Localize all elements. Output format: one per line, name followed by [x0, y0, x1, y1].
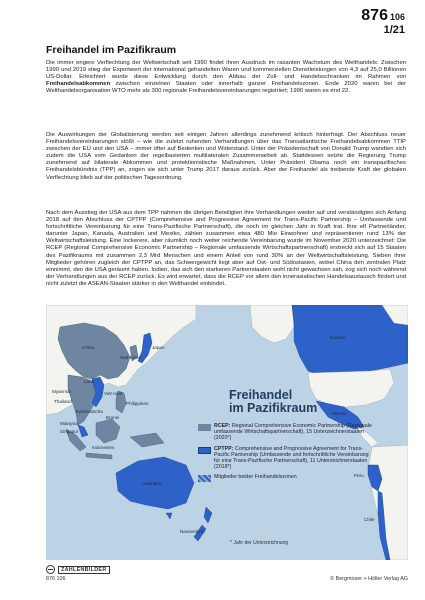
label-kambodscha: Kambodscha [76, 409, 103, 414]
map-title-line-1: Freihandel [229, 388, 293, 402]
land-nz-north [204, 507, 212, 523]
legend-both [198, 474, 373, 480]
label-malaysia: Malaysia [60, 421, 79, 426]
sheet-number [361, 8, 405, 36]
map-legend [198, 423, 373, 485]
paragraph-1: Die immer engere Verflechtung der Weltwirtschaft seit 1990 findet ihren Ausdruck im rasanten Wachstum des Welthandels: Zwischen 1990 und 2019 stieg der Exportwert der international gehandelten Waren und kommerziellen Dienstleistungen von 4,3 auf 25,0 Billionen US-Dollar. Erleichtert wurde diese Entwicklung durch den Abbau der Zoll- und Handelsschranken im Rahmen von Freihandelsabkommen zwischen einzelnen Staaten oder innerhalb ganzer Freihandelszonen. Ende 2020 waren bei der Welthandelsorganisation WTO mehr als 300 regionale Freihandelsvereinbarungen registriert; 1990 waren es erst 22. [46, 60, 406, 95]
legend-swatch-both [198, 475, 211, 482]
label-neuseeland: Neuseeland [180, 529, 205, 534]
copyright-notice: © Bergmoser + Höller Verlag AG [330, 576, 408, 582]
land-java [86, 453, 112, 459]
map-footnote: * Jahr der Unterzeichnung [230, 540, 289, 546]
land-borneo [96, 419, 120, 443]
label-japan: Japan [152, 345, 165, 350]
label-brunei: Brunei [106, 415, 120, 420]
label-myanmar: Myanmar [52, 389, 72, 394]
issue-number: 1/21 [383, 23, 405, 36]
keyword-freihandelsabkommen: Freihandelsabkommen [46, 81, 111, 88]
label-australien: Australien [142, 481, 163, 486]
legend-swatch-rcep [198, 424, 211, 431]
page-title: Freihandel im Pazifikraum [46, 44, 177, 56]
land-south-america [368, 445, 408, 560]
label-indonesien: Indonesien [92, 445, 115, 450]
label-philippinen: Philippinen [126, 401, 149, 406]
label-thailand: Thailand [54, 399, 72, 404]
land-papua [130, 433, 164, 447]
publisher-brand-name: ZAHLENBILDER [58, 566, 110, 574]
label-laos: Laos [84, 379, 94, 384]
land-tasmania [166, 513, 172, 519]
legend-cptpp [198, 446, 373, 471]
label-mexiko: Mexiko [332, 411, 347, 416]
label-kanada: Kanada [330, 335, 346, 340]
legend-rcep [198, 423, 373, 442]
label-peru: Peru [354, 473, 364, 478]
map-title [229, 389, 317, 415]
label-vietnam: Viet-nam [104, 391, 123, 396]
legend-rcep-text: Regional Comprehensive Economic Partnership (Regionale umfassende Wirtschaftspartnerschaft), 15 Unterzeichnerstaaten (2020*) [214, 423, 372, 442]
legend-swatch-cptpp [198, 447, 211, 454]
legend-both-text: Mitglieder beider Freihandelszonen [214, 474, 297, 481]
publisher-brand [46, 565, 110, 574]
footer-sheet-ref: 876 106 [46, 576, 66, 582]
label-china: China [82, 345, 95, 350]
land-alaska [250, 305, 294, 343]
label-chile: Chile [364, 517, 375, 522]
publisher-logo-icon [46, 565, 55, 574]
land-malaysia [78, 425, 88, 437]
pacific-map [46, 305, 408, 560]
paragraph-3: Nach dem Ausstieg der USA aus dem TPP nahmen die übrigen Beteiligten ihre Verhandlungen wieder auf und verständigten sich Anfang 2018 auf den Abschluss der CPTPP (Comprehensive and Progressive Agreement for Trans-Pacific Partnership – Umfassende und fortschrittliche Vereinbarung für eine Trans-Pazifische Partnerschaft), die noch im gleichen Jahr in Kraft trat. Ihre elf Partnerländer, darunter Japan, Kanada, Australien und Mexiko, zählen zusammen etwa 480 Mio Einwohner und repräsentieren rund 13% der Weltwirtschaftsleistung. Eine lockerere, aber räumlich noch weiter reichende Vereinbarung wurde im November 2020 unterzeichnet: Die RCEP (Regional Comprehensive Economic Partnership – Regionale umfassende Wirtschaftspartnerschaft) erstreckt sich auf 15 Staaten des Pazifikraums mit zusammen 2,3 Mrd Menschen und einem Anteil von rund 30% an der Weltwirtschaftsleistung. Sieben ihrer Mitglieder gehören zugleich der CPTPP an, das Schwergewicht liegt aber auf Ost- und Südostasien, wobei China den zentralen Platz einnimmt, den die USA geräumt haben. Indien, das sich den starkeren Partnerstaaten wohl nicht gewachsen sah, zog sich noch während der Verhandlungen aus der RCEP zurück. Es wird erwartet, dass die RCEP vor allem den innerasiatischen Handelsaustausch fördert und nicht zuletzt die ASEAN-Staaten stärker in den Welthandel einbindet. [46, 210, 406, 287]
sheet-number-main: 876 [361, 7, 388, 24]
map-title-line-2: im Pazifikraum [229, 401, 318, 416]
legend-rcep-abbr: RCEP: [214, 423, 231, 429]
land-usa [308, 369, 394, 407]
legend-cptpp-text: Comprehensive and Progressive Agreement for Trans-Pacific Partnership (Umfassende und fortschrittliche Vereinbarung für eine Trans-Pazifische Partnerschaft), 11 Unterzeichnerstaaten (2018*) [214, 445, 369, 471]
label-singapur: Singapur [60, 429, 79, 434]
footer [46, 563, 408, 585]
label-suedkorea: Süd-korea [120, 355, 142, 360]
paragraph-2: Die Auswirkungen der Globalisierung werden seit einigen Jahren allerdings zunehmend kritisch hinterfragt. Der Abschluss neuer Freihandelsvereinbarungen stößt – wie die zuletzt ruhenden Verhandlungen über das Transatlantische Freihandelsabkommen TTIP zwischen der EU und den USA – immer öfter auf Bedenken und Widerstand. Unter der Präsidentschaft von Donald Trump wandten sich zudem die USA vom Gedanken der regelbasierten multilateralen Zusammenarbeit ab. Stattdessen setzte die Regierung Trump zunehmend auf bilaterale Abkommen und protektionistische Maßnahmen. Unter Präsident Obama noch ein transpazifisches Freihandelsbündnis (TPP) an, zogen sie sich unter Trump 2017 daraus zurück. Aber der Freihandel als treibende Kraft der globalen Verflechtung blieb auf der politischen Tagesordnung. [46, 132, 406, 181]
legend-cptpp-abbr: CPTPP: [214, 445, 234, 452]
sheet-number-sub: 106 [389, 12, 405, 22]
